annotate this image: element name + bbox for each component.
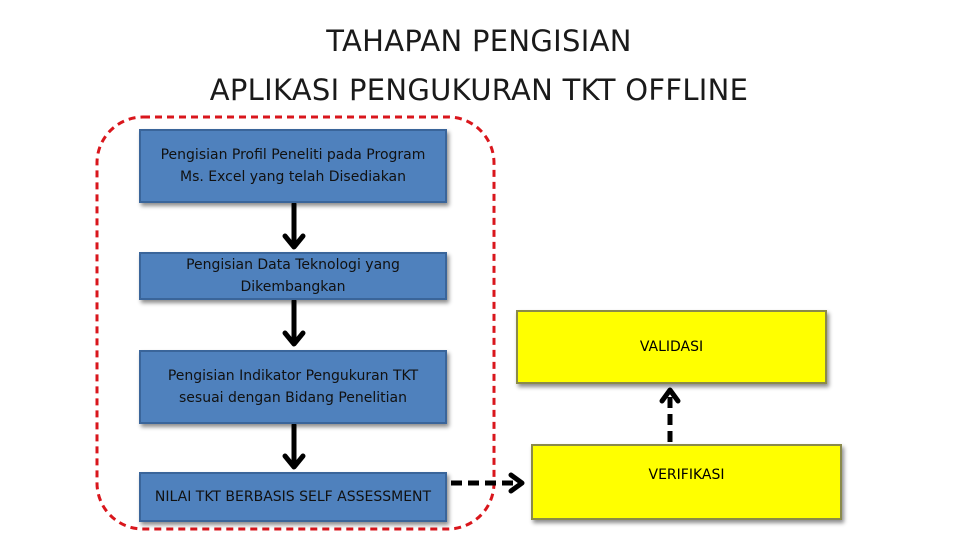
step-profil-peneliti xyxy=(139,129,447,203)
step-indikator-tkt xyxy=(139,350,447,424)
step-data-teknologi-label: Pengisian Data Teknologi yang Dikembangkan xyxy=(186,257,400,295)
verifikasi-box xyxy=(531,444,842,520)
arrow-step4-to-verifikasi xyxy=(451,475,522,491)
arrow-step3-to-step4 xyxy=(285,425,303,467)
step-data-teknologi xyxy=(139,252,447,300)
title-line-1: TAHAPAN PENGISIAN xyxy=(326,24,632,58)
step-profil-peneliti-label: Pengisian Profil Peneliti pada Program Ms. Excel yang telah Disediakan xyxy=(160,147,426,185)
validasi-box xyxy=(516,310,827,384)
step-nilai-tkt-label: NILAI TKT BERBASIS SELF ASSESSMENT xyxy=(154,489,432,505)
title-line-2: APLIKASI PENGUKURAN TKT OFFLINE xyxy=(209,73,749,107)
step-indikator-tkt-label: Pengisian Indikator Pengukuran TKT sesuai dengan Bidang Penelitian xyxy=(167,368,419,406)
validasi-label: VALIDASI xyxy=(639,339,704,355)
arrow-step1-to-step2 xyxy=(285,204,303,247)
verifikasi-label: VERIFIKASI xyxy=(648,467,725,483)
arrow-verifikasi-to-validasi xyxy=(662,390,678,442)
arrow-step2-to-step3 xyxy=(285,301,303,344)
step-nilai-tkt xyxy=(139,472,447,522)
